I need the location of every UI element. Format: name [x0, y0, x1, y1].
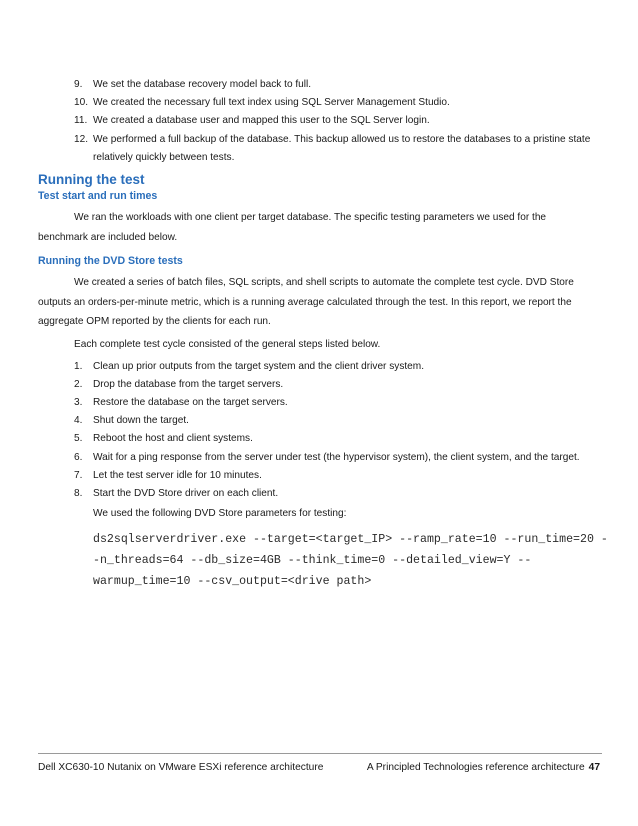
footer-document-title: Dell XC630-10 Nutanix on VMware ESXi reference architecture — [38, 762, 324, 773]
list-number: 12. — [74, 133, 89, 145]
list-text: Start the DVD Store driver on each client. — [93, 487, 279, 499]
list-number: 6. — [74, 451, 83, 463]
list-item — [38, 485, 598, 503]
footer-publisher — [367, 762, 600, 773]
section-heading-running-the-test: Running the test — [38, 172, 145, 188]
list-number: 8. — [74, 487, 83, 499]
page-content — [38, 76, 608, 592]
list-number: 1. — [74, 360, 83, 372]
list-number: 4. — [74, 415, 83, 427]
list-text: Shut down the target. — [93, 415, 189, 427]
list-item — [38, 467, 598, 485]
paragraph-start-run-times: We ran the workloads with one client per target database. The specific testing parameters we used for the benchmark are included below. — [38, 212, 547, 243]
list-number: 7. — [74, 469, 83, 481]
list-number: 5. — [74, 433, 83, 445]
list-text: Let the test server idle for 10 minutes. — [93, 469, 262, 481]
test-cycle-steps-list — [38, 358, 598, 504]
list-text: We set the database recovery model back to full. — [93, 79, 312, 90]
subsection-heading-dvd-store: Running the DVD Store tests — [38, 255, 183, 268]
list-number: 2. — [74, 378, 83, 390]
list-text: We created the necessary full text index using SQL Server Management Studio. — [93, 97, 450, 109]
list-text: Wait for a ping response from the server under test (the hypervisor system), the client system, and the target. — [93, 451, 580, 463]
list-item — [38, 76, 598, 94]
list-text: Reboot the host and client systems. — [93, 433, 253, 445]
list-item — [38, 358, 598, 376]
list-text: Restore the database on the target servers. — [93, 396, 288, 408]
list-text: Drop the database from the target servers. — [93, 378, 284, 390]
list-item — [38, 131, 598, 167]
list-item — [38, 430, 598, 448]
list-text: Clean up prior outputs from the target system and the client driver system. — [93, 360, 424, 372]
list-item — [38, 412, 598, 430]
subsection-heading-start-run-times: Test start and run times — [38, 190, 158, 203]
list-number: 11. — [74, 115, 88, 127]
list-number: 10. — [74, 97, 89, 109]
list-number: 9. — [74, 79, 83, 90]
list-number: 3. — [74, 396, 83, 408]
paragraph-test-cycle: Each complete test cycle consisted of the general steps listed below. — [74, 338, 381, 350]
list-item — [38, 112, 598, 130]
paragraph-dvd-store: We created a series of batch files, SQL scripts, and shell scripts to automate the complete test cycle. DVD Store outputs an orders-per-minute metric, which is a running average calculated through the test. In this report, we report the aggregate OPM reported by the clients for each run. — [38, 277, 574, 328]
list-item — [38, 449, 598, 467]
page-number: 47 — [588, 762, 600, 773]
list-text: We performed a full backup of the database. This backup allowed us to restore the databases to a pristine state relatively quickly between tests. — [93, 133, 591, 163]
list-item — [38, 94, 598, 112]
paragraph-dvd-parameters: We used the following DVD Store parameters for testing: — [93, 508, 347, 520]
list-text: We created a database user and mapped this user to the SQL Server login. — [93, 115, 430, 127]
code-block-dvd-store-command: ds2sqlserverdriver.exe --target=<target_IP> --ramp_rate=10 --run_time=20 --n_threads=64 --db_size=4GB --think_time=0 --detailed_view=Y --warmup_time=10 --csv_output=<drive path> — [93, 533, 608, 589]
setup-steps-list — [38, 76, 598, 167]
list-item — [38, 376, 598, 394]
footer-divider — [38, 753, 602, 754]
list-item — [38, 394, 598, 412]
footer-publisher-text: A Principled Technologies reference architecture — [366, 762, 585, 773]
